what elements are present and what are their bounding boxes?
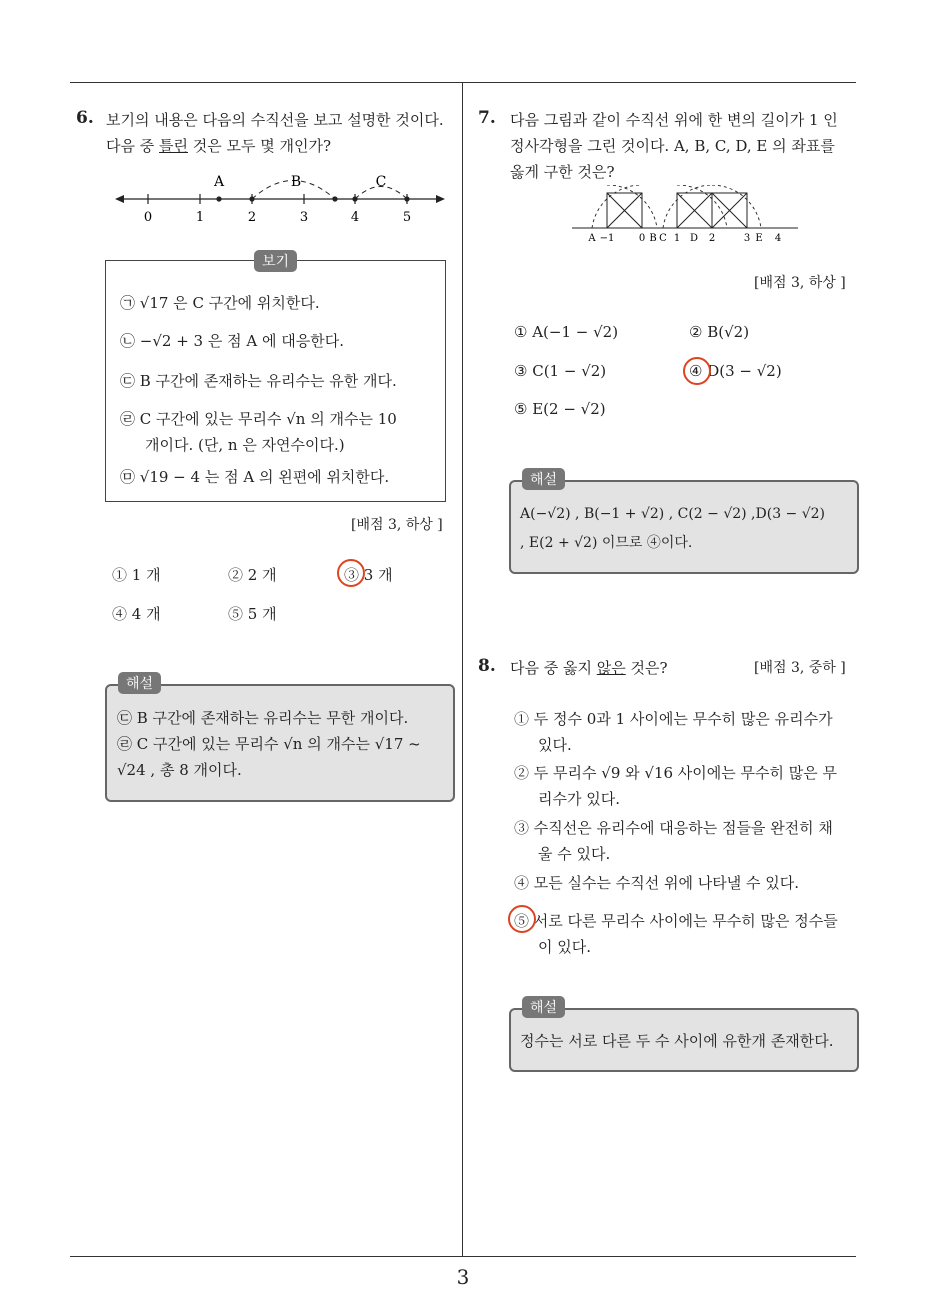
axis-label: −1 (599, 233, 615, 244)
answer-option[interactable]: ④ 모든 실수는 수직선 위에 나타낼 수 있다. (514, 874, 799, 892)
tick-label: 3 (299, 210, 309, 225)
bottom-rule (70, 1256, 856, 1257)
question-stem: 정사각형을 그린 것이다. A, B, C, D, E 의 좌표를 (510, 137, 835, 155)
tick-label: 5 (402, 210, 412, 225)
interval-label: C (375, 174, 387, 190)
question-number: 6. (76, 108, 94, 128)
answer-option[interactable]: ① A(−1 − √2) (514, 323, 619, 341)
number-line-figure (115, 168, 445, 228)
answer-option-continued: 있다. (538, 736, 572, 754)
example-item: ㉣ C 구간에 있는 무리수 √n 의 개수는 10 (120, 410, 397, 428)
answer-option[interactable]: ④ D(3 − √2) (689, 362, 782, 380)
question-stem: 다음 중 옳지 않은 것은? (510, 659, 668, 677)
solution-text: , E(2 + √2) 이므로 ④이다. (520, 535, 693, 551)
example-item: ㉠ √17 은 C 구간에 위치한다. (120, 294, 320, 312)
answer-option[interactable]: ② B(√2) (689, 323, 750, 341)
answer-option[interactable]: ② 2 개 (228, 566, 277, 584)
page-number: 3 (456, 1265, 470, 1289)
axis-label: A (588, 233, 596, 244)
point-label: A (213, 174, 225, 190)
question-stem: 다음 중 틀린 것은 모두 몇 개인가? (106, 137, 332, 155)
example-item: ㉢ B 구간에 존재하는 유리수는 유한 개다. (120, 372, 397, 390)
tick-label: 1 (195, 210, 205, 225)
axis-label: E (755, 233, 763, 244)
tick-label: 0 (143, 210, 153, 225)
selected-answer-circle-icon (683, 357, 711, 385)
solution-tag: 해설 (522, 996, 565, 1018)
solution-text: A(−√2) , B(−1 + √2) , C(2 − √2) ,D(3 − √2) (520, 506, 826, 522)
axis-label: 3 (743, 233, 751, 244)
question-number: 8. (478, 656, 496, 676)
question-stem: 옳게 구한 것은? (510, 163, 615, 181)
answer-option[interactable]: ⑤ E(2 − √2) (514, 400, 606, 418)
axis-label: B (649, 233, 657, 244)
answer-option[interactable]: ④ 4 개 (112, 605, 161, 623)
solution-text: ㉢ B 구간에 존재하는 유리수는 무한 개이다. (117, 709, 409, 727)
solution-text: 정수는 서로 다른 두 수 사이에 유한개 존재한다. (520, 1032, 834, 1050)
question-stem: 다음 그림과 같이 수직선 위에 한 변의 길이가 1 인 (510, 111, 838, 129)
solution-text: ㉣ C 구간에 있는 무리수 √n 의 개수는 √17 ~ (117, 735, 421, 753)
example-tag: 보기 (254, 250, 297, 272)
selected-answer-circle-icon (337, 559, 365, 587)
answer-option[interactable]: ② 두 무리수 √9 와 √16 사이에는 무수히 많은 무 (514, 764, 838, 782)
answer-option[interactable]: ① 1 개 (112, 566, 161, 584)
answer-option[interactable]: ③ 3 개 (344, 566, 393, 584)
score-label: [배점 3, 하상 ] (351, 517, 443, 533)
question-number: 7. (478, 108, 496, 128)
example-item: 개이다. (단, n 은 자연수이다.) (145, 436, 345, 454)
score-label: [배점 3, 하상 ] (754, 275, 846, 291)
top-rule (70, 82, 856, 83)
answer-option[interactable]: ③ C(1 − √2) (514, 362, 607, 380)
answer-option-continued: 리수가 있다. (538, 790, 620, 808)
squares-number-line-figure (570, 185, 800, 250)
solution-tag: 해설 (118, 672, 161, 694)
axis-label: 2 (708, 233, 716, 244)
score-label: [배점 3, 중하 ] (754, 660, 846, 676)
axis-label: 1 (673, 233, 681, 244)
answer-option-continued: 울 수 있다. (538, 845, 611, 863)
answer-option[interactable]: ③ 수직선은 유리수에 대응하는 점들을 완전히 채 (514, 819, 833, 837)
answer-option[interactable]: ⑤ 5 개 (228, 605, 277, 623)
answer-option-continued: 이 있다. (538, 938, 592, 956)
solution-text: √24 , 총 8 개이다. (117, 761, 242, 779)
axis-label: D (689, 233, 699, 244)
answer-option[interactable]: ① 두 정수 0과 1 사이에는 무수히 많은 유리수가 (514, 710, 833, 728)
axis-label: 4 (774, 233, 782, 244)
answer-option[interactable]: ⑤ 서로 다른 무리수 사이에는 무수히 많은 정수들 (514, 912, 838, 930)
tick-label: 2 (247, 210, 257, 225)
column-divider (462, 82, 463, 1256)
solution-tag: 해설 (522, 468, 565, 490)
example-item: ㉡ −√2 + 3 은 점 A 에 대응한다. (120, 332, 344, 350)
axis-label: C (659, 233, 667, 244)
solution-box (509, 480, 859, 574)
question-stem: 보기의 내용은 다음의 수직선을 보고 설명한 것이다. (106, 111, 444, 129)
axis-label: 0 (638, 233, 646, 244)
example-item: ㉤ √19 − 4 는 점 A 의 왼편에 위치한다. (120, 468, 390, 486)
tick-label: 4 (350, 210, 360, 225)
selected-answer-circle-icon (508, 905, 536, 933)
interval-label: B (290, 174, 302, 190)
